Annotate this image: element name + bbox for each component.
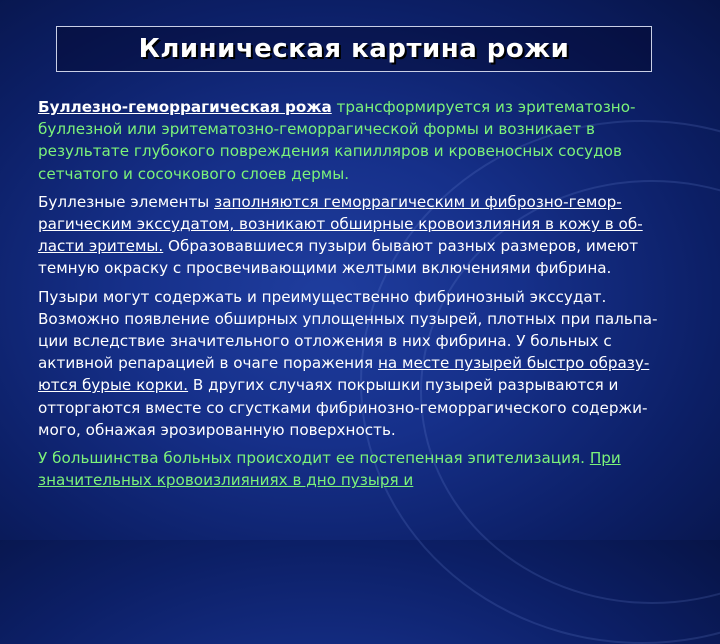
paragraph-4-emphasis: При значительных кровоизлияниях в дно пузыря и [38,449,621,490]
paragraph [38,191,683,280]
paragraph-1-term: Буллезно-геморрагическая рожа [38,98,332,116]
slide-title: Клиническая картина рожи [138,34,570,64]
paragraph-2-lead: Буллезные элементы [38,192,215,211]
slide-body [38,96,683,497]
paragraph-2-text: Образовавшиеся пузыри бывают разных размеров, имеют темную окраску с просвечивающими желтыми включениями фибрина. [38,237,639,278]
paragraph-4-lead: У большинства больных происходит ее постепенная эпителизация. [38,449,590,468]
paragraph-3-lead: Пузыри могут содержать и преимущественно фибринозный экссудат. Возможно появление обширных уплощенных пузырей, плотных при пальпа-ции вследствие значительного отложения в них фибрина. У больных с активной репарацией в очаге поражения [38,287,658,373]
paragraph-1-text: трансформируется из эритематозно-буллезной или эритематозно-геморрагической формы и возникает в результате глубокого повреждения капилляров и кровеносных сосудов сетчатого и сосочкового слоев дермы. [38,98,636,183]
paragraph-3-text: В других случаях покрышки пузырей разрываются и отторгаются вместе со сгустками фибринозно-геморрагического содержи-мого, обнажая эрозированную поверхность. [38,376,648,439]
paragraph-2-emphasis: заполняются геморрагическим и фиброзно-гемор-рагическим экссудатом, возникают обширные кровоизлияния в кожу в об-ласти эритемы. [38,192,643,256]
paragraph-3-emphasis: на месте пузырей быстро образу-ются бурые корки. [38,354,650,395]
paragraph [38,96,683,185]
title-box [56,26,652,72]
paragraph [38,286,683,441]
paragraph [38,447,683,491]
